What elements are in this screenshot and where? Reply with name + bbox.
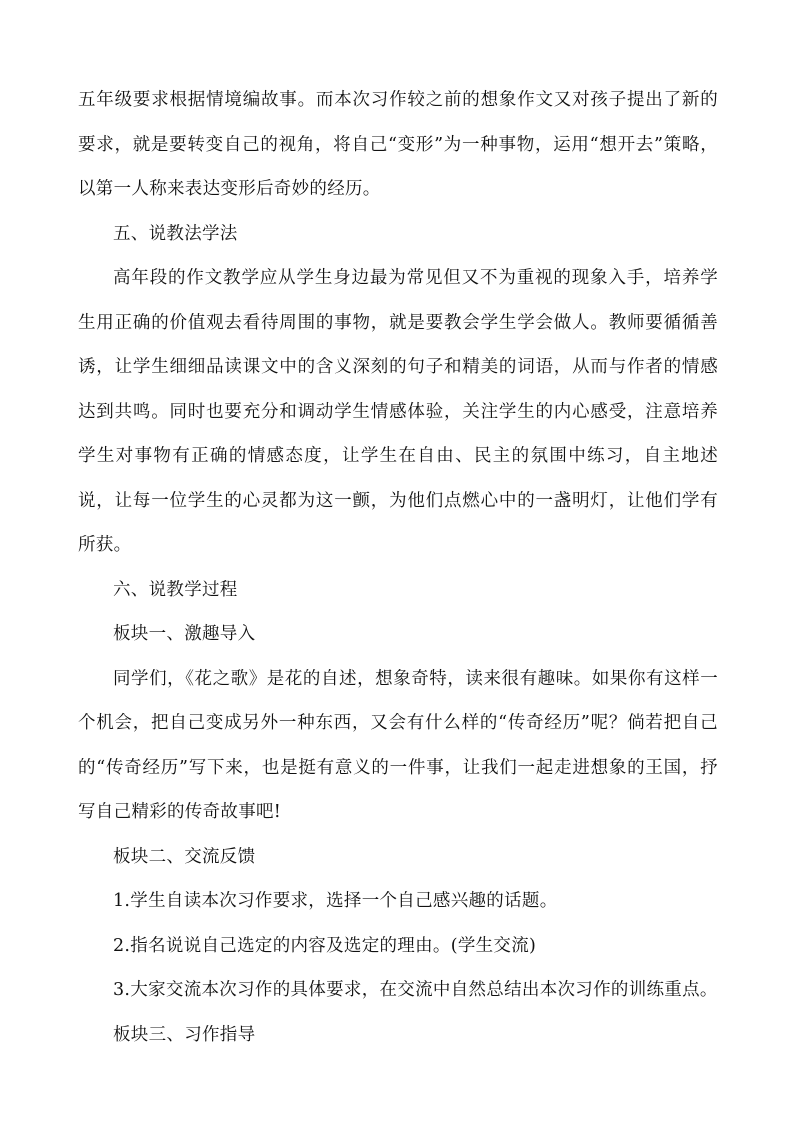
paragraph-block-one: 同学们，《花之歌》是花的自述，想象奇特，读来很有趣味。如果你有这样一个机会，把自己变成另外一种东西，又会有什么样的“传奇经历”呢？倘若把自己的“传奇经历”写下来，也是挺有意义的一件事，让我们一起走进想象的王国，抒写自己精彩的传奇故事吧! (78, 668, 718, 822)
paragraph-teaching-methods: 高年段的作文教学应从学生身边最为常见但又不为重视的现象入手，培养学生用正确的价值观去看待周围的事物，就是要教会学生学会做人。教师要循循善诱，让学生细细品读课文中的含义深刻的句子和精美的词语，从而与作者的情感达到共鸣。同时也要充分和调动学生情感体验，关注学生的内心感受，注意培养学生对事物有正确的情感态度，让学生在自由、民主的氛围中练习，自主地述说，让每一位学生的心灵都为这一颤，为他们点燃心中的一盏明灯，让他们学有所获。 (78, 268, 718, 555)
subheading-block-three: 板块三、习作指导 (113, 1024, 256, 1045)
subheading-block-two: 板块二、交流反馈 (113, 846, 256, 867)
document-body (78, 78, 718, 1057)
paragraph-intro-continuation: 五年级要求根据情境编故事。而本次习作较之前的想象作文又对孩子提出了新的要求，就是要转变自己的视角，将自己“变形”为一种事物，运用“想开去”策略，以第一人称来表达变形后奇妙的经历。 (78, 90, 718, 199)
list-item-3: 3.大家交流本次习作的具体要求，在交流中自然总结出本次习作的训练重点。 (113, 980, 718, 1000)
list-item-1: 1.学生自读本次习作要求，选择一个自己感兴趣的话题。 (113, 891, 558, 911)
subheading-block-one: 板块一、激趣导入 (113, 624, 256, 644)
section-heading-teaching-process: 六、说教学过程 (113, 579, 238, 600)
list-item-2: 2.指名说说自己选定的内容及选定的理由。(学生交流) (113, 935, 537, 956)
section-heading-teaching-methods: 五、说教法学法 (113, 223, 238, 244)
